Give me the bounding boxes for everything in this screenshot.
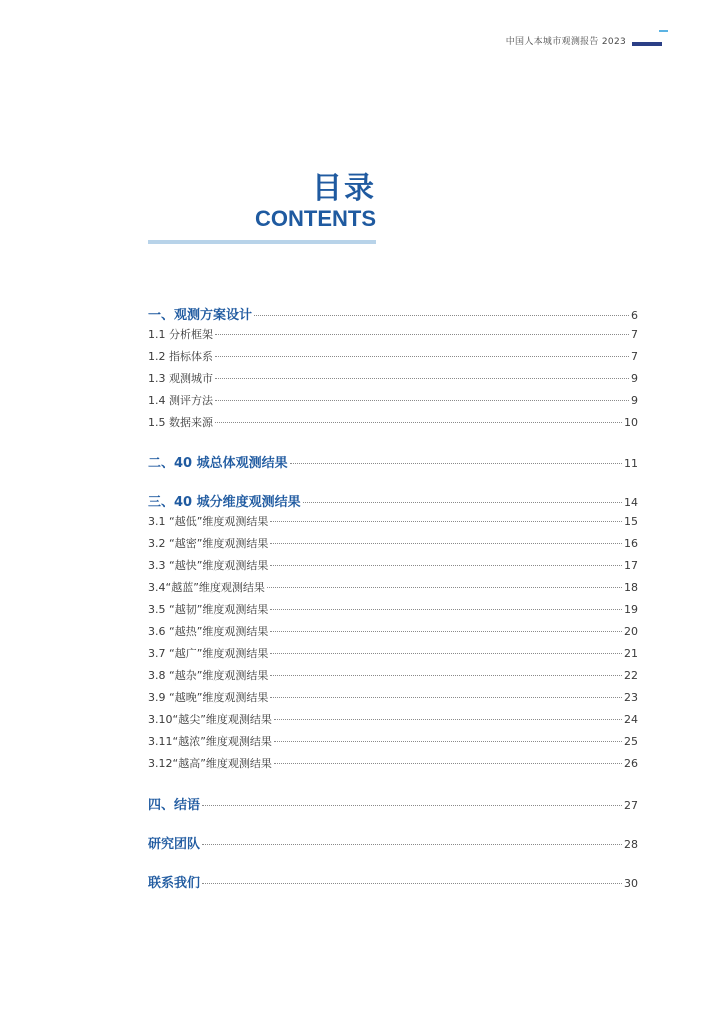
toc-entry-label: 1.1 分析框架 bbox=[148, 328, 213, 341]
toc-dot-leader bbox=[215, 334, 629, 335]
header-bar bbox=[632, 42, 662, 46]
toc-page-number: 10 bbox=[624, 416, 638, 429]
toc-section-entry[interactable] bbox=[148, 535, 638, 551]
toc-page-number: 7 bbox=[631, 328, 638, 341]
toc-page-number: 22 bbox=[624, 669, 638, 682]
toc-section-entry[interactable] bbox=[148, 348, 638, 364]
header-title: 中国人本城市观测报告 2023 bbox=[505, 37, 626, 47]
header-decoration bbox=[632, 36, 668, 46]
toc-chapter-entry[interactable] bbox=[148, 304, 638, 323]
toc-entry-label: 1.3 观测城市 bbox=[148, 372, 213, 385]
toc-section-entry[interactable] bbox=[148, 645, 638, 661]
toc-section-entry[interactable] bbox=[148, 557, 638, 573]
toc-dot-leader bbox=[270, 521, 622, 522]
toc-chapter-entry[interactable] bbox=[148, 491, 638, 510]
contents-title-cn: 目录 bbox=[312, 171, 376, 206]
toc-dot-leader bbox=[290, 463, 622, 464]
toc-dot-leader bbox=[274, 763, 622, 764]
toc-section-entry[interactable] bbox=[148, 370, 638, 386]
toc-entry-label: 1.5 数据来源 bbox=[148, 416, 213, 429]
toc-page-number: 17 bbox=[624, 559, 638, 572]
toc-section-entry[interactable] bbox=[148, 513, 638, 529]
toc-page-number: 18 bbox=[624, 581, 638, 594]
toc-entry-label: 四、结语 bbox=[148, 798, 201, 813]
toc-entry-label: 3.9 “越晚”维度观测结果 bbox=[148, 691, 269, 704]
toc-entry-label: 3.12“越高”维度观测结果 bbox=[148, 757, 272, 770]
toc-entry-label: 3.11“越浓”维度观测结果 bbox=[148, 735, 272, 748]
toc-chapter-entry[interactable] bbox=[148, 833, 638, 852]
toc-entry-label: 一、观测方案设计 bbox=[148, 308, 253, 323]
toc-dot-leader bbox=[202, 883, 622, 884]
toc-dot-leader bbox=[274, 719, 622, 720]
toc-section-entry[interactable] bbox=[148, 689, 638, 705]
toc-dot-leader bbox=[215, 356, 629, 357]
header-tick bbox=[659, 30, 668, 32]
toc-section-entry[interactable] bbox=[148, 711, 638, 727]
toc-page-number: 15 bbox=[624, 515, 638, 528]
toc-section-entry[interactable] bbox=[148, 326, 638, 342]
toc-entry-label: 联系我们 bbox=[148, 876, 201, 891]
toc-dot-leader bbox=[254, 315, 629, 316]
toc-dot-leader bbox=[270, 543, 622, 544]
contents-title-block bbox=[148, 172, 376, 232]
toc-entry-label: 3.6 “越热”维度观测结果 bbox=[148, 625, 269, 638]
toc-page-number: 19 bbox=[624, 603, 638, 616]
toc-entry-label: 3.10“越尖”维度观测结果 bbox=[148, 713, 272, 726]
toc-dot-leader bbox=[202, 805, 622, 806]
toc-dot-leader bbox=[270, 697, 622, 698]
toc-chapter-entry[interactable] bbox=[148, 794, 638, 813]
toc-entry-label: 3.7 “越广”维度观测结果 bbox=[148, 647, 269, 660]
toc-dot-leader bbox=[274, 741, 622, 742]
toc-section-entry[interactable] bbox=[148, 579, 638, 595]
toc-page-number: 25 bbox=[624, 735, 638, 748]
toc-entry-label: 研究团队 bbox=[148, 837, 201, 852]
toc-dot-leader bbox=[215, 378, 629, 379]
toc-page-number: 16 bbox=[624, 537, 638, 550]
toc-dot-leader bbox=[270, 653, 622, 654]
toc-entry-label: 3.2 “越密”维度观测结果 bbox=[148, 537, 269, 550]
toc-page-number: 9 bbox=[631, 394, 638, 407]
toc-dot-leader bbox=[270, 631, 622, 632]
toc-dot-leader bbox=[270, 609, 622, 610]
toc-page-number: 26 bbox=[624, 757, 638, 770]
toc-dot-leader bbox=[270, 565, 622, 566]
toc-entry-label: 二、40 城总体观测结果 bbox=[148, 456, 288, 471]
toc-section-entry[interactable] bbox=[148, 733, 638, 749]
toc-entry-label: 3.1 “越低”维度观测结果 bbox=[148, 515, 269, 528]
toc-section-entry[interactable] bbox=[148, 623, 638, 639]
toc-entry-label: 3.4“越蓝”维度观测结果 bbox=[148, 581, 265, 594]
toc-chapter-entry[interactable] bbox=[148, 872, 638, 891]
toc-chapter-entry[interactable] bbox=[148, 452, 638, 471]
toc-page-number: 30 bbox=[624, 877, 638, 890]
toc-page-number: 28 bbox=[624, 838, 638, 851]
toc-dot-leader bbox=[202, 844, 622, 845]
toc-entry-label: 三、40 城分维度观测结果 bbox=[148, 495, 301, 510]
toc-page-number: 24 bbox=[624, 713, 638, 726]
toc-page-number: 21 bbox=[624, 647, 638, 660]
toc-entry-label: 3.8 “越杂”维度观测结果 bbox=[148, 669, 269, 682]
toc-page-number: 6 bbox=[631, 309, 638, 322]
toc-entry-label: 1.2 指标体系 bbox=[148, 350, 213, 363]
toc-section-entry[interactable] bbox=[148, 414, 638, 430]
toc-entry-label: 3.3 “越快”维度观测结果 bbox=[148, 559, 269, 572]
toc-page-number: 7 bbox=[631, 350, 638, 363]
toc-entry-label: 1.4 测评方法 bbox=[148, 394, 213, 407]
toc-dot-leader bbox=[215, 422, 622, 423]
toc-dot-leader bbox=[270, 675, 622, 676]
toc-dot-leader bbox=[303, 502, 622, 503]
toc-section-entry[interactable] bbox=[148, 601, 638, 617]
toc-page-number: 9 bbox=[631, 372, 638, 385]
toc-page-number: 11 bbox=[624, 457, 638, 470]
toc-page-number: 27 bbox=[624, 799, 638, 812]
toc-page-number: 23 bbox=[624, 691, 638, 704]
toc-dot-leader bbox=[267, 587, 622, 588]
toc-section-entry[interactable] bbox=[148, 755, 638, 771]
contents-title-en: CONTENTS bbox=[255, 206, 376, 231]
title-underline bbox=[148, 240, 376, 244]
toc-page-number: 14 bbox=[624, 496, 638, 509]
running-header bbox=[506, 34, 668, 47]
toc-section-entry[interactable] bbox=[148, 392, 638, 408]
toc-dot-leader bbox=[215, 400, 629, 401]
toc-page-number: 20 bbox=[624, 625, 638, 638]
toc-section-entry[interactable] bbox=[148, 667, 638, 683]
toc-entry-label: 3.5 “越韧”维度观测结果 bbox=[148, 603, 269, 616]
